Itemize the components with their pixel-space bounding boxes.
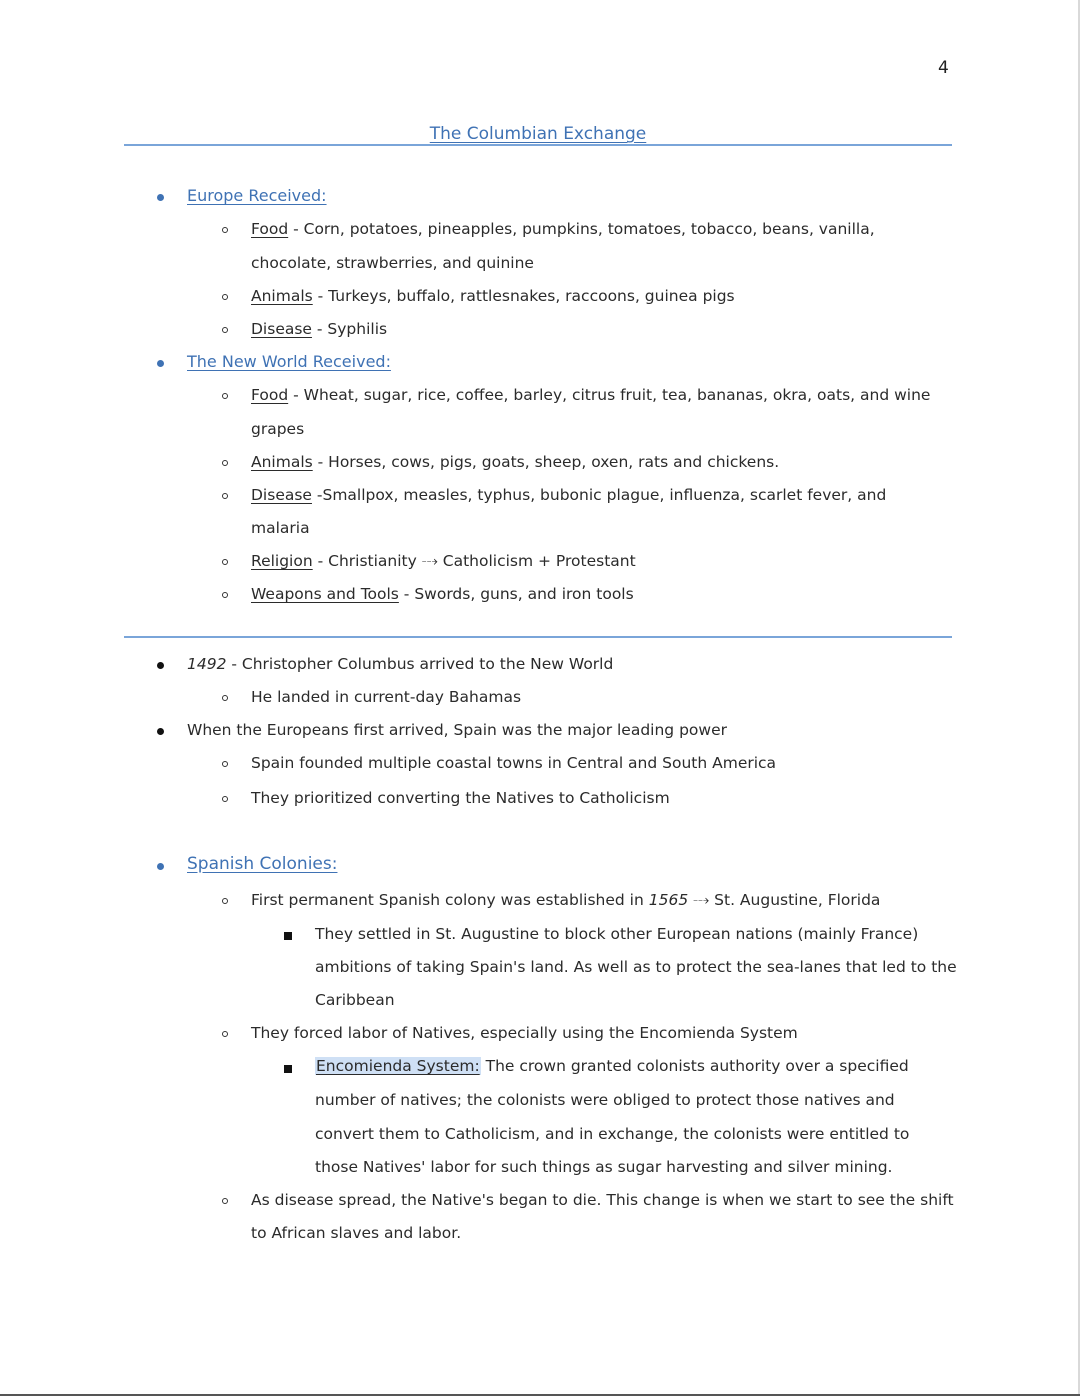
bullet-icon xyxy=(157,728,164,735)
colonies-heading: Spanish Colonies: xyxy=(187,854,338,874)
encomienda-item-cont: convert them to Catholicism, and in exchange, the colonists were entitled to xyxy=(315,1125,910,1143)
highlighted-term: Encomienda System: xyxy=(316,1057,480,1075)
newworld-food-item: Food - Wheat, sugar, rice, coffee, barley, citrus fruit, tea, bananas, okra, oats, and wine xyxy=(251,386,931,404)
newworld-animals-item: Animals - Horses, cows, pigs, goats, sheep, oxen, rats and chickens. xyxy=(251,453,780,471)
coastal-towns-item: Spain founded multiple coastal towns in Central and South America xyxy=(251,754,777,772)
circle-bullet-icon xyxy=(222,460,228,466)
square-bullet-icon xyxy=(284,932,292,940)
catholicism-item: They prioritized converting the Natives to Catholicism xyxy=(251,789,670,807)
circle-bullet-icon xyxy=(222,493,228,499)
encomienda-item-cont: number of natives; the colonists were obliged to protect those natives and xyxy=(315,1091,895,1109)
bullet-icon xyxy=(157,360,164,367)
st-augustine-item-cont: Caribbean xyxy=(315,991,395,1009)
circle-bullet-icon xyxy=(222,592,228,598)
circle-bullet-icon xyxy=(222,559,228,565)
columbus-item: 1492 - Christopher Columbus arrived to the New World xyxy=(187,655,614,673)
section-divider xyxy=(124,636,952,638)
encomienda-item: Encomienda System: The crown granted colonists authority over a specified xyxy=(316,1057,909,1075)
bullet-icon xyxy=(157,194,164,201)
newworld-disease-item-cont: malaria xyxy=(251,519,310,537)
europe-food-item-cont: chocolate, strawberries, and quinine xyxy=(251,254,534,272)
newworld-religion-item: Religion - Christianity ⤏ Catholicism + Protestant xyxy=(251,552,636,570)
newworld-disease-item: Disease -Smallpox, measles, typhus, bubonic plague, influenza, scarlet fever, and xyxy=(251,486,887,504)
square-bullet-icon xyxy=(284,1065,292,1073)
encomienda-item-cont: those Natives' labor for such things as sugar harvesting and silver mining. xyxy=(315,1158,893,1176)
page-title: The Columbian Exchange xyxy=(429,124,647,144)
st-augustine-item: They settled in St. Augustine to block other European nations (mainly France) xyxy=(315,925,919,943)
bullet-icon xyxy=(157,662,164,669)
europe-heading: Europe Received: xyxy=(187,186,327,205)
circle-bullet-icon xyxy=(222,898,228,904)
circle-bullet-icon xyxy=(222,796,228,802)
newworld-food-item-cont: grapes xyxy=(251,420,305,438)
circle-bullet-icon xyxy=(222,294,228,300)
newworld-heading: The New World Received: xyxy=(187,352,391,371)
circle-bullet-icon xyxy=(222,1198,228,1204)
st-augustine-item-cont: ambitions of taking Spain's land. As well as to protect the sea-lanes that led to the xyxy=(315,958,957,976)
disease-shift-item-cont: to African slaves and labor. xyxy=(251,1224,462,1242)
circle-bullet-icon xyxy=(222,761,228,767)
circle-bullet-icon xyxy=(222,1031,228,1037)
bahamas-item: He landed in current-day Bahamas xyxy=(251,688,522,706)
europe-food-item: Food - Corn, potatoes, pineapples, pumpkins, tomatoes, tobacco, beans, vanilla, xyxy=(251,220,875,238)
bullet-icon xyxy=(157,863,164,870)
circle-bullet-icon xyxy=(222,327,228,333)
europe-disease-item: Disease - Syphilis xyxy=(251,320,388,338)
circle-bullet-icon xyxy=(222,695,228,701)
circle-bullet-icon xyxy=(222,227,228,233)
circle-bullet-icon xyxy=(222,393,228,399)
first-colony-item: First permanent Spanish colony was established in 1565 ⤏ St. Augustine, Florida xyxy=(251,891,881,909)
forced-labor-item: They forced labor of Natives, especially using the Encomienda System xyxy=(251,1024,798,1042)
spain-power-item: When the Europeans first arrived, Spain was the major leading power xyxy=(187,721,727,739)
page-number: 4 xyxy=(938,58,949,78)
disease-shift-item: As disease spread, the Native's began to die. This change is when we start to see the shift xyxy=(251,1191,954,1209)
newworld-weapons-item: Weapons and Tools - Swords, guns, and iron tools xyxy=(251,585,634,603)
title-divider xyxy=(124,144,952,146)
europe-animals-item: Animals - Turkeys, buffalo, rattlesnakes, raccoons, guinea pigs xyxy=(251,287,735,305)
